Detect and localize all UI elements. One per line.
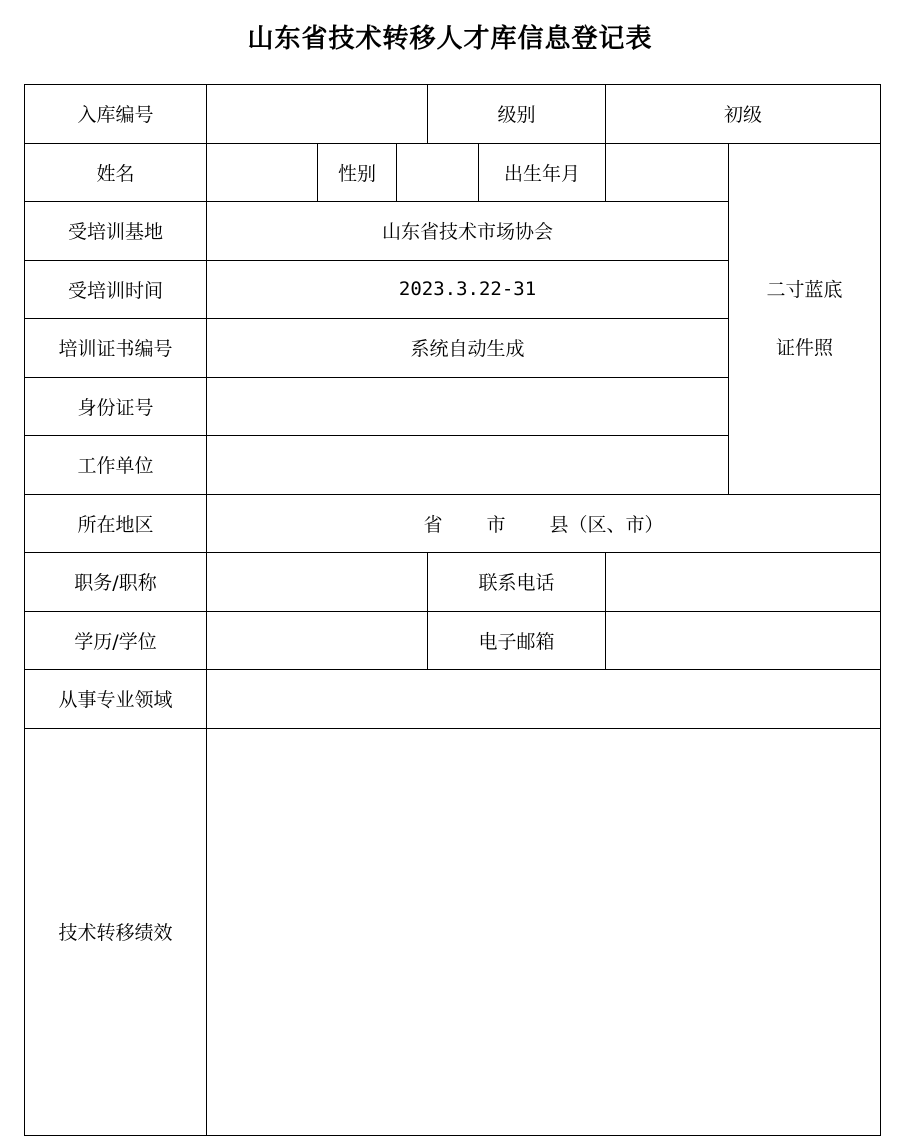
- field-label: 从事专业领域: [25, 670, 207, 729]
- employer-value[interactable]: [207, 436, 729, 495]
- entry-no-label: 入库编号: [25, 85, 207, 144]
- phone-value[interactable]: [606, 553, 881, 612]
- field-value[interactable]: [207, 670, 881, 729]
- level-value[interactable]: 初级: [606, 85, 881, 144]
- performance-label: 技术转移绩效: [25, 728, 207, 1135]
- name-label: 姓名: [25, 143, 207, 202]
- training-base-label: 受培训基地: [25, 202, 207, 261]
- photo-caption-line1: 二寸蓝底: [766, 278, 843, 301]
- region-county: 县（区、市）: [549, 513, 664, 536]
- training-time-label: 受培训时间: [25, 260, 207, 319]
- gender-value[interactable]: [397, 143, 479, 202]
- region-city: 市: [486, 513, 506, 536]
- education-label: 学历/学位: [25, 611, 207, 670]
- training-base-value[interactable]: 山东省技术市场协会: [207, 202, 729, 261]
- region-label: 所在地区: [25, 494, 207, 553]
- row-performance: [25, 728, 881, 1135]
- cert-no-value[interactable]: 系统自动生成: [207, 319, 729, 378]
- position-label: 职务/职称: [25, 553, 207, 612]
- photo-area[interactable]: [729, 143, 881, 494]
- region-province: 省: [423, 513, 443, 536]
- birth-label: 出生年月: [479, 143, 606, 202]
- training-time-value[interactable]: 2023.3.22-31: [207, 260, 729, 319]
- row-field: [25, 670, 881, 729]
- name-value[interactable]: [207, 143, 318, 202]
- row-education: [25, 611, 881, 670]
- cert-no-label: 培训证书编号: [25, 319, 207, 378]
- gender-label: 性别: [318, 143, 397, 202]
- entry-no-value[interactable]: [207, 85, 428, 144]
- id-no-value[interactable]: [207, 377, 729, 436]
- performance-value[interactable]: [207, 728, 881, 1135]
- employer-label: 工作单位: [25, 436, 207, 495]
- level-label: 级别: [428, 85, 606, 144]
- row-position: [25, 553, 881, 612]
- form-title: 山东省技术转移人才库信息登记表: [247, 24, 653, 54]
- row-region: [25, 494, 881, 553]
- region-value[interactable]: [207, 494, 881, 553]
- position-value[interactable]: [207, 553, 428, 612]
- education-value[interactable]: [207, 611, 428, 670]
- email-label: 电子邮箱: [428, 611, 606, 670]
- row-entry-no: [25, 85, 881, 144]
- photo-caption-line2: 证件照: [776, 336, 834, 359]
- birth-value[interactable]: [606, 143, 729, 202]
- email-value[interactable]: [606, 611, 881, 670]
- phone-label: 联系电话: [428, 553, 606, 612]
- registration-form: [24, 84, 881, 1136]
- id-no-label: 身份证号: [25, 377, 207, 436]
- row-name: [25, 143, 881, 202]
